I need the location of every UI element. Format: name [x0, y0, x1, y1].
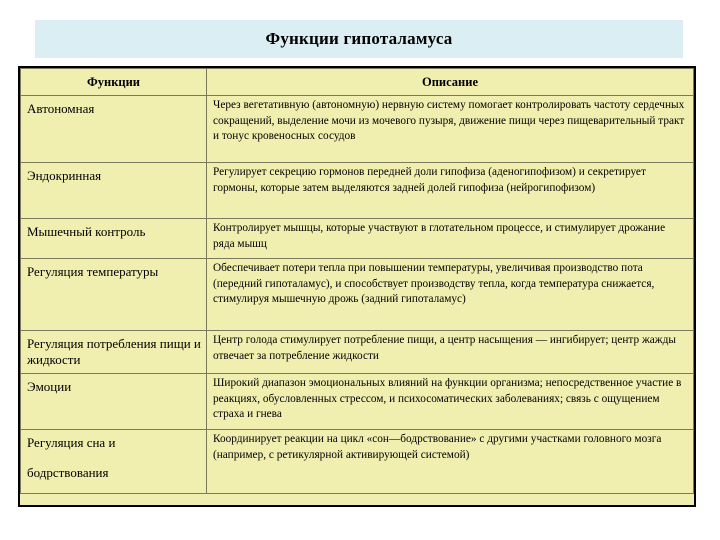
- table-header-row: [21, 69, 694, 96]
- description-cell: Регулирует секрецию гормонов передней доли гипофиза (аденогипофизом) и секретирует гормоны, которые затем выделяются задней долей гипофиза (нейрогипофизом): [207, 163, 694, 219]
- description-cell: Центр голода стимулирует потребление пищи, а центр насыщения — ингибирует; центр жажды отвечает за потребление жидкости: [207, 331, 694, 374]
- title-bar: [35, 20, 683, 58]
- header-functions: Функции: [21, 69, 207, 96]
- table-row: [21, 96, 694, 163]
- function-cell: Мышечный контроль: [21, 219, 207, 259]
- functions-table: [20, 68, 694, 494]
- table-row: [21, 374, 694, 430]
- function-cell: Автономная: [21, 96, 207, 163]
- table-row: [21, 331, 694, 374]
- description-cell: Контролирует мышцы, которые участвуют в глотательном процессе, и стимулирует дрожание ряда мышц: [207, 219, 694, 259]
- description-cell: Широкий диапазон эмоциональных влияний на функции организма; непосредственное участие в реакциях, обусловленных стрессом, и психосоматических заболеваниях; связь с ощущением страха и гнева: [207, 374, 694, 430]
- function-cell: Эмоции: [21, 374, 207, 430]
- hypothalamus-functions-table: [18, 66, 696, 507]
- table-row: [21, 219, 694, 259]
- function-cell: Регуляция температуры: [21, 259, 207, 331]
- header-description: Описание: [207, 69, 694, 96]
- description-cell: Через вегетативную (автономную) нервную систему помогает контролировать частоту сердечных сокращений, выделение мочи из мочевого пузыря, движение пищи через пищеварительный тракт и тонус кровеносных сосудов: [207, 96, 694, 163]
- table-row: [21, 163, 694, 219]
- function-text-line2: бодрствования: [27, 465, 109, 480]
- description-cell: Обеспечивает потери тепла при повышении температуры, увеличивая производство пота (передний гипоталамус), и способствует производству тепла, когда температура снижается, стимулируя мышечную дрожь (задний гипоталамус): [207, 259, 694, 331]
- function-cell: [21, 430, 207, 494]
- function-cell: Эндокринная: [21, 163, 207, 219]
- description-cell: Координирует реакции на цикл «сон—бодрствование» с другими участками головного мозга (например, с ретикулярной активирующей системой): [207, 430, 694, 494]
- function-cell: Регуляция потребления пищи и жидкости: [21, 331, 207, 374]
- table-row: [21, 259, 694, 331]
- table-row: [21, 430, 694, 494]
- page-title: Функции гипоталамуса: [265, 29, 453, 48]
- line-gap: [27, 451, 201, 465]
- function-text-line1: Регуляция сна и: [27, 435, 116, 450]
